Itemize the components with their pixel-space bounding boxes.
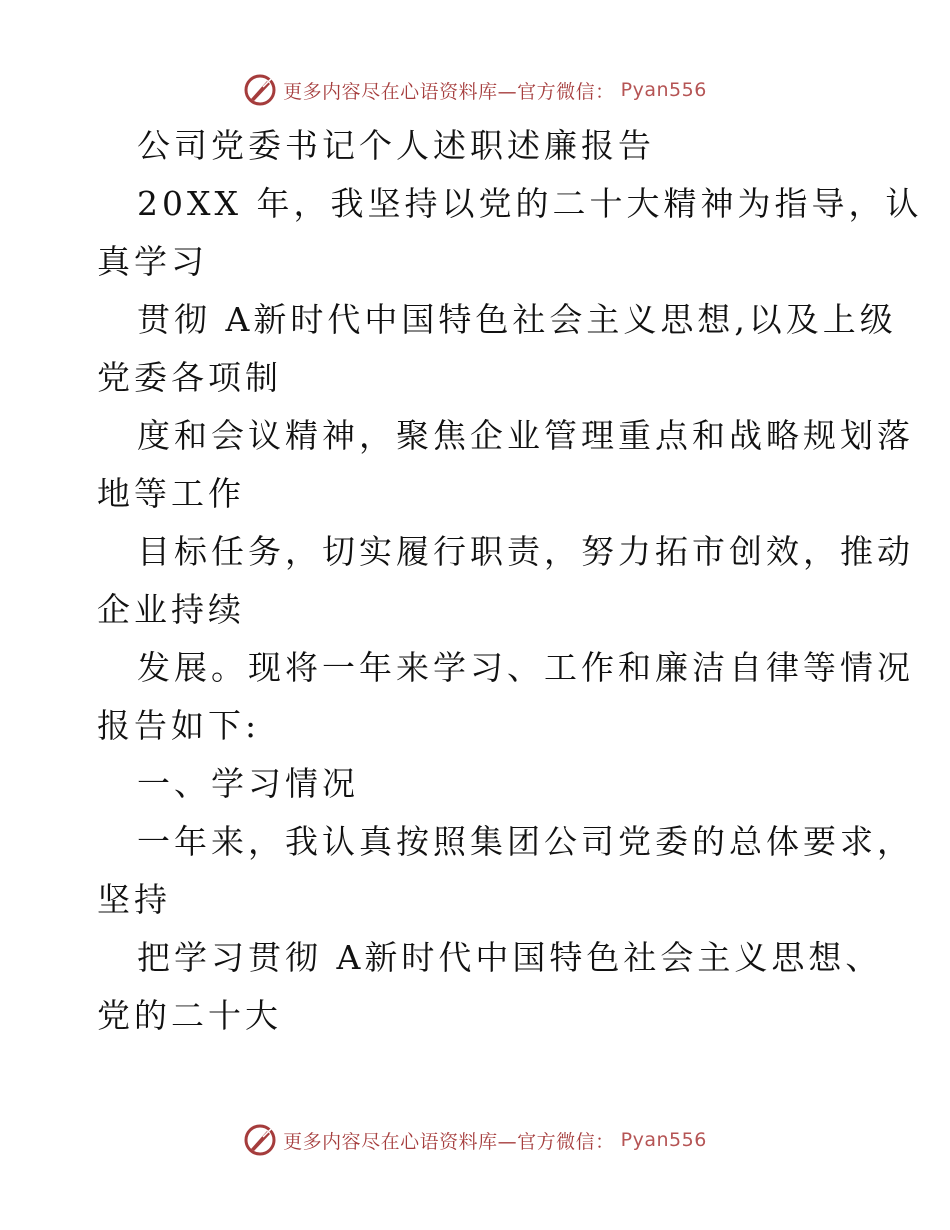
text-line: 坚持 bbox=[97, 880, 171, 919]
text-line: 发展。现将一年来学习、工作和廉洁自律等情况 bbox=[137, 648, 914, 687]
text-line: 党的二十大 bbox=[97, 996, 282, 1035]
watermark-text: 更多内容尽在心语资料库—官方微信： bbox=[283, 80, 615, 103]
text-line: 报告如下: bbox=[97, 706, 261, 745]
header-watermark bbox=[0, 68, 950, 112]
watermark-wechat-id: Pyan556 bbox=[620, 1129, 707, 1151]
text-line: 一、学习情况 bbox=[137, 764, 359, 803]
text-line: 真学习 bbox=[97, 242, 208, 281]
text-line: 党委各项制 bbox=[97, 358, 282, 397]
watermark-wechat-id: Pyan556 bbox=[620, 79, 707, 101]
text-line: 公司党委书记个人述职述廉报告 bbox=[137, 126, 655, 165]
text-line: 地等工作 bbox=[97, 474, 245, 513]
quill-logo-icon bbox=[243, 1123, 277, 1157]
text-line: 企业持续 bbox=[97, 590, 245, 629]
watermark-text: 更多内容尽在心语资料库—官方微信： bbox=[283, 1130, 615, 1153]
text-line: 一年来，我认真按照集团公司党委的总体要求， bbox=[137, 822, 914, 861]
quill-logo-icon bbox=[243, 73, 277, 107]
text-line: 目标任务，切实履行职责，努力拓市创效，推动 bbox=[137, 532, 914, 571]
text-line: 20XX 年，我坚持以党的二十大精神为指导，认 bbox=[137, 184, 923, 223]
text-line: 度和会议精神，聚焦企业管理重点和战略规划落 bbox=[137, 416, 914, 455]
footer-watermark bbox=[0, 1118, 950, 1162]
document-body bbox=[97, 117, 923, 1045]
text-line: 把学习贯彻 A新时代中国特色社会主义思想、 bbox=[137, 938, 883, 977]
text-line: 贯彻 A新时代中国特色社会主义思想,以及上级 bbox=[137, 300, 897, 339]
